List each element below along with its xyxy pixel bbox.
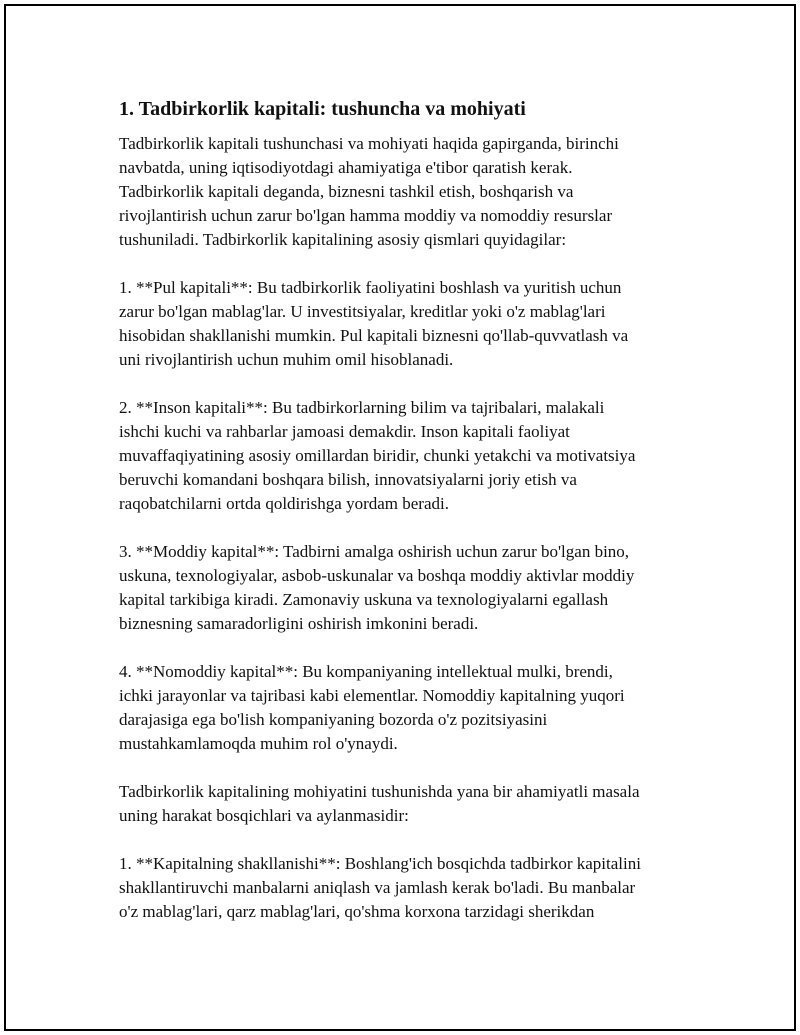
text-line: kapital tarkibiga kiradi. Zamonaviy uskuna va texnologiyalarni egallash [119, 590, 609, 609]
text-line: Tadbirkorlik kapitalining mohiyatini tushunishda yana bir ahamiyatli masala [119, 782, 640, 801]
text-line: Tadbirkorlik kapitali tushunchasi va mohiyati haqida gapirganda, birinchi [119, 134, 619, 153]
text-line: ishchi kuchi va rahbarlar jamoasi demakdir. Inson kapitali faoliyat [119, 422, 570, 441]
moddiy-kapital-paragraph [119, 540, 709, 636]
harakat-bosqichlari-paragraph [119, 780, 709, 828]
kapital-shakllanishi-paragraph [119, 852, 709, 924]
text-line: navbatda, uning iqtisodiyotdagi ahamiyatiga e'tibor qaratish kerak. [119, 158, 573, 177]
text-line: uning harakat bosqichlari va aylanmasidir: [119, 806, 409, 825]
text-line: beruvchi komandani boshqara bilish, innovatsiyalarni joriy etish va [119, 470, 577, 489]
text-line: o'z mablag'lari, qarz mablag'lari, qo'shma korxona tarzidagi sherikdan [119, 902, 595, 921]
text-line: shakllantiruvchi manbalarni aniqlash va jamlash kerak bo'ladi. Bu manbalar [119, 878, 636, 897]
text-line: 4. **Nomoddiy kapital**: Bu kompaniyaning intellektual mulki, brendi, [119, 662, 613, 681]
text-line: uskuna, texnologiyalar, asbob-uskunalar va boshqa moddiy aktivlar moddiy [119, 566, 635, 585]
inson-kapitali-paragraph [119, 396, 709, 516]
intro-paragraph [119, 132, 709, 252]
text-line: biznesning samaradorligini oshirish imkonini beradi. [119, 614, 479, 633]
pul-kapitali-paragraph [119, 276, 709, 372]
section-heading: 1. Tadbirkorlik kapitali: tushuncha va mohiyati [119, 98, 526, 120]
text-line: ichki jarayonlar va tajribasi kabi elementlar. Nomoddiy kapitalning yuqori [119, 686, 625, 705]
text-line: 1. **Pul kapitali**: Bu tadbirkorlik faoliyatini boshlash va yuritish uchun [119, 278, 622, 297]
text-line: muvaffaqiyatining asosiy omillardan biridir, chunki yetakchi va motivatsiya [119, 446, 636, 465]
text-line: uni rivojlantirish uchun muhim omil hisoblanadi. [119, 350, 454, 369]
text-line: raqobatchilarni ortda qoldirishga yordam beradi. [119, 494, 449, 513]
text-line: rivojlantirish uchun zarur bo'lgan hamma moddiy va nomoddiy resurslar [119, 206, 613, 225]
text-line: 2. **Inson kapitali**: Bu tadbirkorlarning bilim va tajribalari, malakali [119, 398, 605, 417]
text-line: hisobidan shakllanishi mumkin. Pul kapitali biznesni qo'llab-quvvatlash va [119, 326, 629, 345]
text-line: 1. **Kapitalning shakllanishi**: Boshlang'ich bosqichda tadbirkor kapitalini [119, 854, 641, 873]
text-line: tushuniladi. Tadbirkorlik kapitalining asosiy qismlari quyidagilar: [119, 230, 567, 249]
text-line: Tadbirkorlik kapitali deganda, biznesni tashkil etish, boshqarish va [119, 182, 574, 201]
document-body [119, 96, 709, 948]
text-line: zarur bo'lgan mablag'lar. U investitsiyalar, kreditlar yoki o'z mablag'lari [119, 302, 606, 321]
text-line: 3. **Moddiy kapital**: Tadbirni amalga oshirish uchun zarur bo'lgan bino, [119, 542, 630, 561]
page-frame [4, 4, 796, 1031]
text-line: darajasiga ega bo'lish kompaniyaning bozorda o'z pozitsiyasini [119, 710, 548, 729]
nomoddiy-kapital-paragraph [119, 660, 709, 756]
text-line: mustahkamlamoqda muhim rol o'ynaydi. [119, 734, 398, 753]
